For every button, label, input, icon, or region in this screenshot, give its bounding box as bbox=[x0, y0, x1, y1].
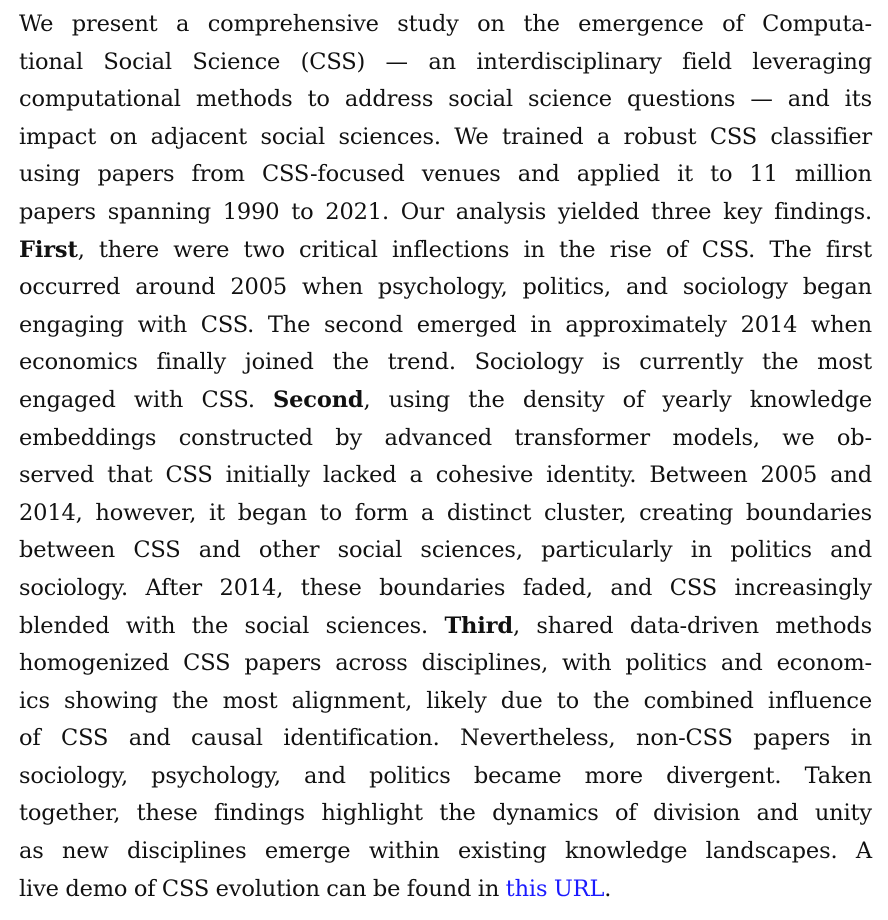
abstract-line: computational methods to address social science questions — and its bbox=[19, 86, 872, 113]
abstract-line: occurred around 2005 when psychology, politics, and sociology began bbox=[19, 274, 872, 301]
abstract-line: papers spanning 1990 to 2021. Our analysis yielded three key findings. bbox=[19, 198, 872, 225]
abstract-line: homogenized CSS papers across disciplines, with politics and econom- bbox=[19, 650, 872, 677]
finding-first-label: First bbox=[19, 236, 78, 263]
abstract-line: sociology. After 2014, these boundaries faded, and CSS increasingly bbox=[19, 574, 872, 601]
abstract-line: We present a comprehensive study on the emergence of Computa- bbox=[19, 11, 872, 37]
abstract-line: 2014, however, it began to form a distinct cluster, creating boundaries bbox=[19, 499, 872, 526]
abstract-line: economics finally joined the trend. Sociology is currently the most bbox=[19, 349, 872, 376]
abstract-line: of CSS and causal identification. Nevertheless, non-CSS papers in bbox=[19, 725, 872, 752]
abstract-line: engaged with CSS. Second, using the density of yearly knowledge bbox=[19, 386, 872, 413]
demo-url-link[interactable]: this URL bbox=[505, 875, 605, 902]
abstract-line: tional Social Science (CSS) — an interdisciplinary field leveraging bbox=[19, 48, 872, 75]
finding-third-label: Third bbox=[444, 612, 513, 639]
abstract-line: engaging with CSS. The second emerged in approximately 2014 when bbox=[19, 311, 872, 338]
abstract-line: as new disciplines emerge within existing knowledge landscapes. A bbox=[19, 838, 872, 865]
abstract-line: impact on adjacent social sciences. We trained a robust CSS classifier bbox=[19, 123, 872, 150]
abstract-line: embeddings constructed by advanced transformer models, we ob- bbox=[19, 424, 872, 451]
abstract-line: using papers from CSS-focused venues and applied it to 11 million bbox=[19, 161, 872, 188]
abstract-line: ics showing the most alignment, likely due to the combined influence bbox=[19, 687, 872, 714]
abstract-line: First, there were two critical inflections in the rise of CSS. The first bbox=[19, 236, 872, 263]
abstract-line: blended with the social sciences. Third, shared data-driven methods bbox=[19, 612, 873, 639]
abstract-line: live demo of CSS evolution can be found in this URL. bbox=[19, 875, 612, 902]
abstract-line: between CSS and other social sciences, particularly in politics and bbox=[19, 537, 872, 564]
finding-second-label: Second bbox=[273, 386, 364, 413]
abstract-paragraph bbox=[19, 6, 872, 908]
abstract-line: together, these findings highlight the dynamics of division and unity bbox=[19, 800, 872, 827]
abstract-line: sociology, psychology, and politics became more divergent. Taken bbox=[19, 762, 872, 789]
abstract-line: served that CSS initially lacked a cohesive identity. Between 2005 and bbox=[19, 462, 872, 489]
